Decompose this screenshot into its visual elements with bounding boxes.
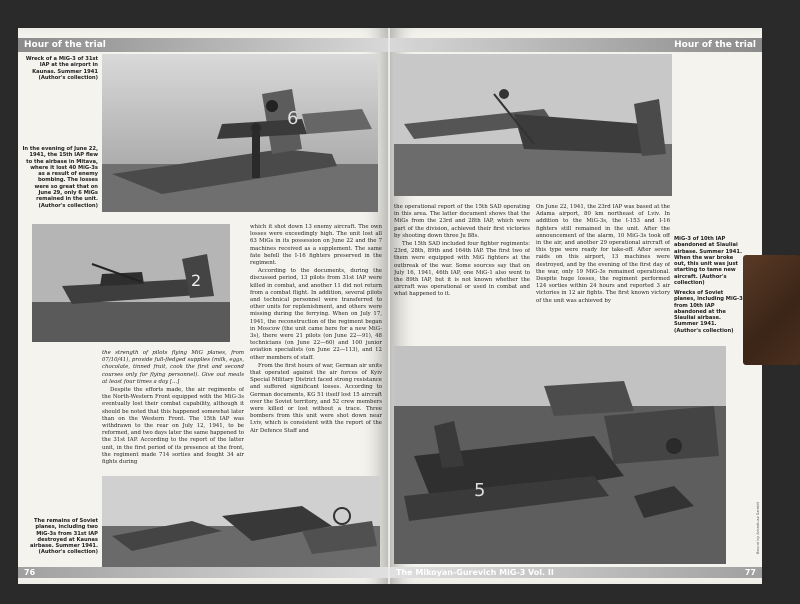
photo-siauliai-mig3 [394,54,672,196]
photo-siauliai-wrecks [394,346,726,564]
right-footer [390,567,762,578]
photo-kaunas-remains [102,476,380,568]
right-running-footer: The Mikoyan-Gurevich MiG-3 Vol. II [396,568,554,577]
vertical-credit: Bound by Arkadiusz Szmidt [755,502,760,554]
right-text-column-2 [536,204,670,344]
right-page [390,28,762,584]
tail-number-2: 2 [191,271,202,290]
right-text-column-1 [394,204,530,344]
left-col2-paragraph-2: According to the documents, during the discussed period, 13 pilots from 31st IAP were killed in combat, and another 11 did not return from a combat flight. In addition, several pilots and technical personnel were transferred to other units for replenishment, and others were missing during the ferrying. When on July 17, 1941, the reconstruction of the regiment began in Moscow (the unit came here for a new MiG-3s), there were 21 pilots (on June 22—91), 48 technicians (on June 22—60) and 100 junior aviation specialists (on June 22—113), and 12 other members of staff. [250,268,382,361]
left-page-number: 76 [24,568,36,577]
left-page [18,28,388,584]
right-col2-paragraph-1: On June 22, 1941, the 23rd IAP was based at the Adama airport, 80 km northeast of Lviv. In addition to the MiG-3s, the I-153 and I-16 fighters still remained in the unit. After the announcement of the alarm, 10 MiG-3s took off in the air, and another 29 operational aircraft of this type were ready for take-off. After seven raids on this airport, 13 machines were destroyed, and by the evening of the first day of the war, only 19 MiG-3s remained operational. Despite huge losses, the regiment performed 124 sorties within 24 hours and reported 3 air victories in 12 air fights. The first known victory of the unit was achieved by [536,204,670,304]
left-text-column-1 [102,350,244,490]
caption-siauliai-wrecks: Wrecks of Soviet planes, including MiG-3 from 10th IAP abandoned at the Siauliai airbase. Summer 1941. (Author's collection) [674,290,743,334]
tail-number-5: 5 [474,480,486,501]
left-text-column-2 [250,224,382,478]
photo-mig3-tail-2 [32,224,230,342]
wooden-block [743,255,800,365]
left-col2-paragraph-1: which it shot down 13 enemy aircraft. The own losses were exceedingly high. The unit lost all 63 MiGs in its possession on June 22 and the 7 machines received as a supplement. The same fate befell the I-16 fighters preserved in the regiment. [250,224,382,267]
caption-kaunas-remains: The remains of Soviet planes, including two MiG-3s from 31st IAP destroyed at Kaunas airbase. Summer 1941. (Author's collection) [30,518,98,556]
right-col1-paragraph-1: the operational report of the 15th SAD operating in this area. The latter document shows that the MiGs from the 23rd and 28th IAP, which were part of the division, achieved their first victories by shooting down three Ju 88s. [394,204,530,239]
left-col1-italic-quote: the strength of pilots flying MiG planes, from 07/10/41), provide full-fledged supplies (milk, eggs, chocolate, tinned fruit, cook the first and second courses only for flying personnel). Give out meals at least four times a day [...] [102,350,244,385]
caption-mitava-losses: In the evening of June 22, 1941, the 15th IAP flew to the airbase in Mitava, where it lost 40 MiG-3s as a result of enemy bombing. The losses were so great that on June 29, only 6 MiGs remained in the unit. (Author's collection) [22,146,98,209]
caption-siauliai-abandoned: MiG-3 of 10th IAP abandoned at Siauliai airbase. Summer 1941. When the war broke out, this unit was just starting to tame new aircraft. (Author's collection) [674,236,742,287]
right-col1-paragraph-2: The 15th SAD included four fighter regiments: 23rd, 28th, 89th and 164th IAP. The first two of them were equipped with MiG fighters at the outbreak of the war. Some sources say that on July 16, 1941, 46th IAP, one MiG-1 also went to the 89th IAP, but it is not known whether the aircraft was operational or used in combat and what happened to it. [394,241,530,298]
photo-kaunas-wreck [102,54,378,212]
tail-number-6: 6 [287,108,299,129]
left-running-header: Hour of the trial [18,38,388,52]
left-col2-paragraph-3: From the first hours of war, German air units that operated against the air forces of Kyiv Special Military District faced strong resistance and suffered significant losses. According to German documents, KG 51 itself lost 15 aircraft over the Soviet territory, and 52 crew members were killed or lost without a trace. Three bombers from this unit were shot down near Lviv, which is consistent with the report of the Air Defence Staff and [250,362,382,434]
caption-kaunas-wreck: Wreck of a MiG-3 of 31st IAP at the airport in Kaunas. Summer 1941 (Author's collection) [25,56,98,81]
left-col1-paragraph-1: Despite the efforts made, the air regiments of the North-Western Front equipped with the MiG-3s eventually lost their combat capability, although it should be noted that this happened somewhat later than on the Western Front. The 15th IAP was withdrawn to the rear on July 12, 1941, to be reformed, and two days later the same happened to the 31st IAP. According to the report of the latter unit, in the first period of its presence at the front, the regiment made 714 sorties and fought 34 air fights during [102,387,244,466]
right-page-number: 77 [744,568,756,577]
left-footer [18,567,388,578]
right-running-header: Hour of the trial [390,38,762,52]
